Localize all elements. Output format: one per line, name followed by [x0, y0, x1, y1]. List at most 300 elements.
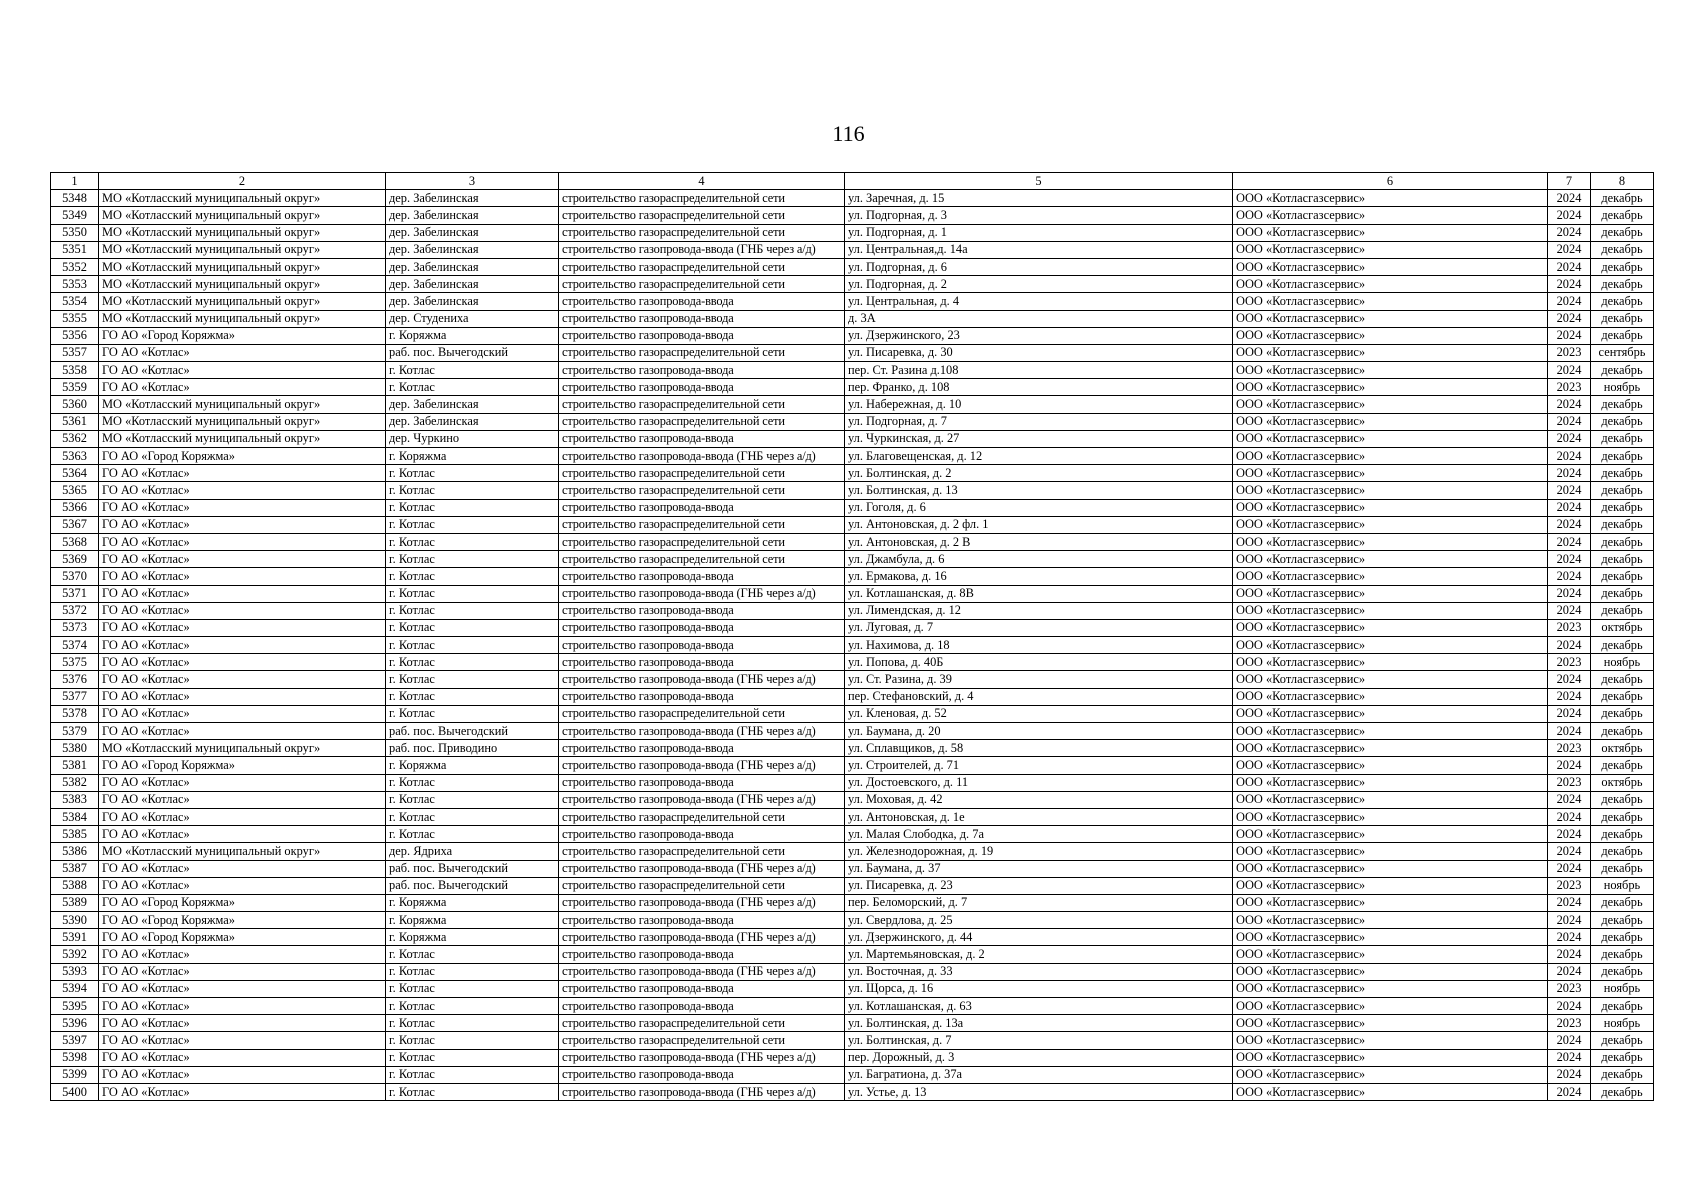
cell-year: 2024	[1548, 1032, 1591, 1049]
cell-municipality: ГО АО «Котлас»	[99, 551, 386, 568]
cell-year: 2024	[1548, 430, 1591, 447]
cell-address: ул. Писаревка, д. 23	[845, 877, 1233, 894]
cell-address: ул. Подгорная, д. 1	[845, 224, 1233, 241]
cell-settlement: г. Коряжма	[386, 912, 559, 929]
cell-settlement: г. Котлас	[386, 602, 559, 619]
table-row	[51, 654, 1654, 671]
cell-row-number: 5393	[51, 963, 99, 980]
cell-contractor: ООО «Котласгазсервис»	[1233, 619, 1548, 636]
register-table	[50, 172, 1654, 1101]
cell-row-number: 5398	[51, 1049, 99, 1066]
cell-work-type: строительство газопровода-ввода (ГНБ через а/д)	[559, 585, 845, 602]
cell-address: ул. Щорса, д. 16	[845, 980, 1233, 997]
page-number: 116	[832, 121, 865, 146]
cell-month: декабрь	[1591, 533, 1654, 550]
cell-row-number: 5392	[51, 946, 99, 963]
cell-month: декабрь	[1591, 448, 1654, 465]
col-header-3: 3	[386, 173, 559, 190]
cell-contractor: ООО «Котласгазсервис»	[1233, 808, 1548, 825]
cell-month: декабрь	[1591, 1049, 1654, 1066]
cell-year: 2023	[1548, 980, 1591, 997]
cell-row-number: 5400	[51, 1083, 99, 1100]
cell-municipality: ГО АО «Котлас»	[99, 723, 386, 740]
cell-municipality: МО «Котласский муниципальный округ»	[99, 276, 386, 293]
cell-contractor: ООО «Котласгазсервис»	[1233, 379, 1548, 396]
cell-year: 2024	[1548, 946, 1591, 963]
cell-address: ул. Заречная, д. 15	[845, 190, 1233, 207]
cell-work-type: строительство газопровода-ввода (ГНБ через а/д)	[559, 860, 845, 877]
cell-year: 2024	[1548, 1066, 1591, 1083]
cell-municipality: ГО АО «Город Коряжма»	[99, 327, 386, 344]
cell-row-number: 5395	[51, 998, 99, 1015]
cell-year: 2024	[1548, 551, 1591, 568]
cell-row-number: 5379	[51, 723, 99, 740]
cell-address: ул. Котлашанская, д. 63	[845, 998, 1233, 1015]
cell-settlement: г. Котлас	[386, 1015, 559, 1032]
cell-contractor: ООО «Котласгазсервис»	[1233, 482, 1548, 499]
cell-settlement: г. Котлас	[386, 1066, 559, 1083]
table-row	[51, 843, 1654, 860]
cell-contractor: ООО «Котласгазсервис»	[1233, 929, 1548, 946]
cell-address: ул. Болтинская, д. 2	[845, 465, 1233, 482]
cell-row-number: 5386	[51, 843, 99, 860]
table-row	[51, 448, 1654, 465]
table-row	[51, 963, 1654, 980]
cell-year: 2024	[1548, 482, 1591, 499]
cell-work-type: строительство газораспределительной сети	[559, 705, 845, 722]
cell-address: ул. Писаревка, д. 30	[845, 344, 1233, 361]
cell-municipality: МО «Котласский муниципальный округ»	[99, 430, 386, 447]
cell-year: 2023	[1548, 379, 1591, 396]
cell-address: ул. Джамбула, д. 6	[845, 551, 1233, 568]
cell-year: 2023	[1548, 344, 1591, 361]
cell-address: ул. Чуркинская, д. 27	[845, 430, 1233, 447]
cell-municipality: ГО АО «Котлас»	[99, 344, 386, 361]
cell-work-type: строительство газораспределительной сети	[559, 551, 845, 568]
cell-work-type: строительство газопровода-ввода	[559, 740, 845, 757]
cell-address: ул. Болтинская, д. 7	[845, 1032, 1233, 1049]
table-row	[51, 1083, 1654, 1100]
cell-month: октябрь	[1591, 774, 1654, 791]
cell-work-type: строительство газораспределительной сети	[559, 224, 845, 241]
cell-settlement: г. Котлас	[386, 1049, 559, 1066]
cell-municipality: ГО АО «Город Коряжма»	[99, 894, 386, 911]
cell-settlement: раб. пос. Вычегодский	[386, 877, 559, 894]
table-row	[51, 740, 1654, 757]
cell-work-type: строительство газораспределительной сети	[559, 413, 845, 430]
cell-work-type: строительство газопровода-ввода	[559, 946, 845, 963]
cell-address: ул. Лимендская, д. 12	[845, 602, 1233, 619]
cell-address: ул. Набережная, д. 10	[845, 396, 1233, 413]
cell-month: декабрь	[1591, 568, 1654, 585]
cell-work-type: строительство газораспределительной сети	[559, 190, 845, 207]
cell-month: декабрь	[1591, 310, 1654, 327]
cell-work-type: строительство газопровода-ввода	[559, 619, 845, 636]
cell-month: декабрь	[1591, 293, 1654, 310]
cell-row-number: 5385	[51, 826, 99, 843]
cell-month: декабрь	[1591, 826, 1654, 843]
cell-year: 2024	[1548, 413, 1591, 430]
cell-year: 2024	[1548, 396, 1591, 413]
cell-month: декабрь	[1591, 671, 1654, 688]
cell-year: 2024	[1548, 585, 1591, 602]
table-row	[51, 224, 1654, 241]
table-row	[51, 774, 1654, 791]
cell-address: пер. Беломорский, д. 7	[845, 894, 1233, 911]
cell-contractor: ООО «Котласгазсервис»	[1233, 946, 1548, 963]
cell-year: 2024	[1548, 448, 1591, 465]
cell-year: 2023	[1548, 1015, 1591, 1032]
cell-year: 2024	[1548, 757, 1591, 774]
cell-month: декабрь	[1591, 723, 1654, 740]
cell-row-number: 5353	[51, 276, 99, 293]
cell-work-type: строительство газораспределительной сети	[559, 516, 845, 533]
cell-month: декабрь	[1591, 430, 1654, 447]
cell-row-number: 5399	[51, 1066, 99, 1083]
cell-settlement: г. Котлас	[386, 585, 559, 602]
cell-contractor: ООО «Котласгазсервис»	[1233, 877, 1548, 894]
cell-address: ул. Подгорная, д. 3	[845, 207, 1233, 224]
cell-contractor: ООО «Котласгазсервис»	[1233, 362, 1548, 379]
cell-address: ул. Антоновская, д. 2 В	[845, 533, 1233, 550]
cell-row-number: 5362	[51, 430, 99, 447]
table-row	[51, 396, 1654, 413]
cell-municipality: ГО АО «Котлас»	[99, 791, 386, 808]
table-row	[51, 190, 1654, 207]
cell-month: декабрь	[1591, 224, 1654, 241]
cell-month: декабрь	[1591, 843, 1654, 860]
cell-contractor: ООО «Котласгазсервис»	[1233, 774, 1548, 791]
cell-municipality: ГО АО «Город Коряжма»	[99, 929, 386, 946]
cell-address: ул. Железнодорожная, д. 19	[845, 843, 1233, 860]
header-row	[51, 173, 1654, 190]
cell-work-type: строительство газопровода-ввода	[559, 980, 845, 997]
cell-work-type: строительство газопровода-ввода	[559, 774, 845, 791]
cell-month: декабрь	[1591, 929, 1654, 946]
cell-work-type: строительство газопровода-ввода (ГНБ через а/д)	[559, 1049, 845, 1066]
cell-municipality: ГО АО «Котлас»	[99, 877, 386, 894]
cell-year: 2024	[1548, 241, 1591, 258]
cell-address: ул. Восточная, д. 33	[845, 963, 1233, 980]
cell-month: декабрь	[1591, 499, 1654, 516]
cell-row-number: 5383	[51, 791, 99, 808]
cell-address: ул. Подгорная, д. 6	[845, 258, 1233, 275]
table-row	[51, 465, 1654, 482]
cell-year: 2024	[1548, 293, 1591, 310]
cell-year: 2024	[1548, 671, 1591, 688]
cell-settlement: г. Котлас	[386, 774, 559, 791]
table-row	[51, 516, 1654, 533]
cell-settlement: г. Котлас	[386, 379, 559, 396]
cell-work-type: строительство газопровода-ввода (ГНБ через а/д)	[559, 241, 845, 258]
cell-month: декабрь	[1591, 705, 1654, 722]
cell-settlement: г. Котлас	[386, 637, 559, 654]
cell-year: 2024	[1548, 362, 1591, 379]
table-row	[51, 671, 1654, 688]
cell-year: 2024	[1548, 516, 1591, 533]
cell-settlement: раб. пос. Вычегодский	[386, 723, 559, 740]
cell-work-type: строительство газопровода-ввода	[559, 998, 845, 1015]
cell-settlement: г. Котлас	[386, 362, 559, 379]
cell-row-number: 5376	[51, 671, 99, 688]
cell-settlement: г. Котлас	[386, 791, 559, 808]
cell-address: ул. Болтинская, д. 13а	[845, 1015, 1233, 1032]
cell-municipality: ГО АО «Котлас»	[99, 379, 386, 396]
table-row	[51, 688, 1654, 705]
cell-contractor: ООО «Котласгазсервис»	[1233, 276, 1548, 293]
cell-row-number: 5348	[51, 190, 99, 207]
cell-municipality: ГО АО «Котлас»	[99, 602, 386, 619]
cell-municipality: МО «Котласский муниципальный округ»	[99, 207, 386, 224]
cell-row-number: 5361	[51, 413, 99, 430]
cell-year: 2024	[1548, 533, 1591, 550]
cell-month: декабрь	[1591, 516, 1654, 533]
cell-year: 2024	[1548, 912, 1591, 929]
cell-settlement: дер. Забелинская	[386, 207, 559, 224]
table-row	[51, 207, 1654, 224]
col-header-7: 7	[1548, 173, 1591, 190]
cell-settlement: г. Котлас	[386, 619, 559, 636]
cell-contractor: ООО «Котласгазсервис»	[1233, 894, 1548, 911]
cell-row-number: 5378	[51, 705, 99, 722]
col-header-5: 5	[845, 173, 1233, 190]
cell-settlement: г. Котлас	[386, 998, 559, 1015]
cell-address: ул. Свердлова, д. 25	[845, 912, 1233, 929]
cell-month: октябрь	[1591, 619, 1654, 636]
cell-row-number: 5359	[51, 379, 99, 396]
cell-row-number: 5354	[51, 293, 99, 310]
cell-month: декабрь	[1591, 190, 1654, 207]
cell-contractor: ООО «Котласгазсервис»	[1233, 843, 1548, 860]
cell-year: 2024	[1548, 499, 1591, 516]
cell-contractor: ООО «Котласгазсервис»	[1233, 207, 1548, 224]
cell-row-number: 5358	[51, 362, 99, 379]
cell-row-number: 5381	[51, 757, 99, 774]
cell-contractor: ООО «Котласгазсервис»	[1233, 448, 1548, 465]
table-row	[51, 791, 1654, 808]
cell-address: ул. Центральная, д. 4	[845, 293, 1233, 310]
cell-address: ул. Дзержинского, д. 44	[845, 929, 1233, 946]
cell-settlement: г. Котлас	[386, 654, 559, 671]
cell-work-type: строительство газопровода-ввода	[559, 310, 845, 327]
cell-contractor: ООО «Котласгазсервис»	[1233, 1049, 1548, 1066]
cell-address: ул. Болтинская, д. 13	[845, 482, 1233, 499]
cell-contractor: ООО «Котласгазсервис»	[1233, 499, 1548, 516]
table-row	[51, 327, 1654, 344]
cell-contractor: ООО «Котласгазсервис»	[1233, 551, 1548, 568]
cell-month: декабрь	[1591, 207, 1654, 224]
table-row	[51, 310, 1654, 327]
cell-month: декабрь	[1591, 602, 1654, 619]
cell-address: ул. Баумана, д. 20	[845, 723, 1233, 740]
table-row	[51, 705, 1654, 722]
cell-settlement: дер. Чуркино	[386, 430, 559, 447]
cell-municipality: ГО АО «Котлас»	[99, 860, 386, 877]
cell-row-number: 5396	[51, 1015, 99, 1032]
cell-year: 2024	[1548, 258, 1591, 275]
cell-row-number: 5365	[51, 482, 99, 499]
col-header-1: 1	[51, 173, 99, 190]
cell-row-number: 5377	[51, 688, 99, 705]
cell-settlement: г. Котлас	[386, 533, 559, 550]
cell-month: декабрь	[1591, 276, 1654, 293]
cell-contractor: ООО «Котласгазсервис»	[1233, 980, 1548, 997]
cell-settlement: г. Коряжма	[386, 448, 559, 465]
cell-year: 2024	[1548, 190, 1591, 207]
cell-year: 2024	[1548, 310, 1591, 327]
cell-row-number: 5366	[51, 499, 99, 516]
cell-municipality: ГО АО «Котлас»	[99, 963, 386, 980]
cell-municipality: МО «Котласский муниципальный округ»	[99, 843, 386, 860]
cell-month: декабрь	[1591, 396, 1654, 413]
cell-municipality: МО «Котласский муниципальный округ»	[99, 224, 386, 241]
cell-municipality: МО «Котласский муниципальный округ»	[99, 241, 386, 258]
cell-contractor: ООО «Котласгазсервис»	[1233, 224, 1548, 241]
cell-municipality: МО «Котласский муниципальный округ»	[99, 293, 386, 310]
table-row	[51, 808, 1654, 825]
cell-row-number: 5382	[51, 774, 99, 791]
cell-municipality: МО «Котласский муниципальный округ»	[99, 413, 386, 430]
cell-municipality: ГО АО «Котлас»	[99, 705, 386, 722]
cell-contractor: ООО «Котласгазсервис»	[1233, 912, 1548, 929]
table-row	[51, 499, 1654, 516]
col-header-4: 4	[559, 173, 845, 190]
cell-month: декабрь	[1591, 362, 1654, 379]
cell-address: ул. Попова, д. 40Б	[845, 654, 1233, 671]
cell-address: ул. Устье, д. 13	[845, 1083, 1233, 1100]
cell-municipality: ГО АО «Котлас»	[99, 482, 386, 499]
cell-municipality: ГО АО «Котлас»	[99, 946, 386, 963]
table-row	[51, 1049, 1654, 1066]
table-row	[51, 860, 1654, 877]
cell-municipality: ГО АО «Котлас»	[99, 774, 386, 791]
cell-year: 2024	[1548, 723, 1591, 740]
cell-municipality: ГО АО «Котлас»	[99, 980, 386, 997]
cell-settlement: г. Котлас	[386, 551, 559, 568]
table-row	[51, 276, 1654, 293]
cell-settlement: г. Котлас	[386, 808, 559, 825]
cell-year: 2024	[1548, 929, 1591, 946]
cell-contractor: ООО «Котласгазсервис»	[1233, 516, 1548, 533]
cell-municipality: ГО АО «Котлас»	[99, 688, 386, 705]
cell-month: декабрь	[1591, 482, 1654, 499]
table-row	[51, 430, 1654, 447]
cell-settlement: г. Котлас	[386, 482, 559, 499]
cell-row-number: 5370	[51, 568, 99, 585]
col-header-6: 6	[1233, 173, 1548, 190]
cell-work-type: строительство газопровода-ввода	[559, 362, 845, 379]
cell-address: ул. Багратиона, д. 37а	[845, 1066, 1233, 1083]
cell-contractor: ООО «Котласгазсервис»	[1233, 1032, 1548, 1049]
cell-settlement: г. Котлас	[386, 568, 559, 585]
cell-contractor: ООО «Котласгазсервис»	[1233, 1066, 1548, 1083]
cell-year: 2024	[1548, 843, 1591, 860]
cell-row-number: 5371	[51, 585, 99, 602]
cell-row-number: 5351	[51, 241, 99, 258]
cell-settlement: г. Котлас	[386, 826, 559, 843]
cell-year: 2023	[1548, 740, 1591, 757]
cell-municipality: МО «Котласский муниципальный округ»	[99, 190, 386, 207]
cell-month: декабрь	[1591, 757, 1654, 774]
table-row	[51, 379, 1654, 396]
cell-work-type: строительство газопровода-ввода	[559, 602, 845, 619]
cell-year: 2023	[1548, 774, 1591, 791]
cell-municipality: ГО АО «Котлас»	[99, 808, 386, 825]
cell-contractor: ООО «Котласгазсервис»	[1233, 757, 1548, 774]
cell-municipality: ГО АО «Котлас»	[99, 619, 386, 636]
cell-work-type: строительство газопровода-ввода (ГНБ через а/д)	[559, 448, 845, 465]
cell-month: декабрь	[1591, 413, 1654, 430]
cell-work-type: строительство газопровода-ввода	[559, 688, 845, 705]
table-row	[51, 258, 1654, 275]
cell-municipality: ГО АО «Город Коряжма»	[99, 448, 386, 465]
cell-work-type: строительство газопровода-ввода	[559, 1066, 845, 1083]
cell-month: сентябрь	[1591, 344, 1654, 361]
cell-settlement: дер. Забелинская	[386, 276, 559, 293]
cell-month: декабрь	[1591, 688, 1654, 705]
cell-row-number: 5387	[51, 860, 99, 877]
cell-month: декабрь	[1591, 963, 1654, 980]
table-row	[51, 551, 1654, 568]
cell-settlement: дер. Забелинская	[386, 413, 559, 430]
cell-month: декабрь	[1591, 998, 1654, 1015]
cell-municipality: ГО АО «Котлас»	[99, 654, 386, 671]
cell-settlement: раб. пос. Вычегодский	[386, 344, 559, 361]
cell-month: декабрь	[1591, 637, 1654, 654]
cell-address: ул. Луговая, д. 7	[845, 619, 1233, 636]
col-header-2: 2	[99, 173, 386, 190]
cell-work-type: строительство газопровода-ввода	[559, 430, 845, 447]
cell-month: декабрь	[1591, 258, 1654, 275]
table-row	[51, 1032, 1654, 1049]
cell-month: декабрь	[1591, 585, 1654, 602]
cell-work-type: строительство газораспределительной сети	[559, 276, 845, 293]
cell-municipality: ГО АО «Котлас»	[99, 499, 386, 516]
cell-year: 2024	[1548, 808, 1591, 825]
cell-settlement: дер. Забелинская	[386, 396, 559, 413]
cell-work-type: строительство газопровода-ввода (ГНБ через а/д)	[559, 963, 845, 980]
cell-work-type: строительство газораспределительной сети	[559, 207, 845, 224]
table-row	[51, 482, 1654, 499]
table-row	[51, 980, 1654, 997]
cell-work-type: строительство газопровода-ввода (ГНБ через а/д)	[559, 894, 845, 911]
cell-work-type: строительство газораспределительной сети	[559, 808, 845, 825]
cell-municipality: ГО АО «Котлас»	[99, 637, 386, 654]
cell-row-number: 5372	[51, 602, 99, 619]
table-row	[51, 1066, 1654, 1083]
cell-contractor: ООО «Котласгазсервис»	[1233, 602, 1548, 619]
cell-month: декабрь	[1591, 465, 1654, 482]
cell-settlement: дер. Ядриха	[386, 843, 559, 860]
cell-contractor: ООО «Котласгазсервис»	[1233, 310, 1548, 327]
cell-work-type: строительство газопровода-ввода (ГНБ через а/д)	[559, 723, 845, 740]
cell-contractor: ООО «Котласгазсервис»	[1233, 963, 1548, 980]
table-row	[51, 533, 1654, 550]
table-row	[51, 602, 1654, 619]
cell-work-type: строительство газопровода-ввода	[559, 327, 845, 344]
cell-year: 2024	[1548, 224, 1591, 241]
table-row	[51, 241, 1654, 258]
cell-row-number: 5357	[51, 344, 99, 361]
cell-month: ноябрь	[1591, 1015, 1654, 1032]
cell-work-type: строительство газопровода-ввода	[559, 568, 845, 585]
cell-row-number: 5380	[51, 740, 99, 757]
cell-row-number: 5397	[51, 1032, 99, 1049]
cell-address: ул. Моховая, д. 42	[845, 791, 1233, 808]
cell-address: ул. Кленовая, д. 52	[845, 705, 1233, 722]
cell-work-type: строительство газопровода-ввода	[559, 637, 845, 654]
table-row	[51, 344, 1654, 361]
